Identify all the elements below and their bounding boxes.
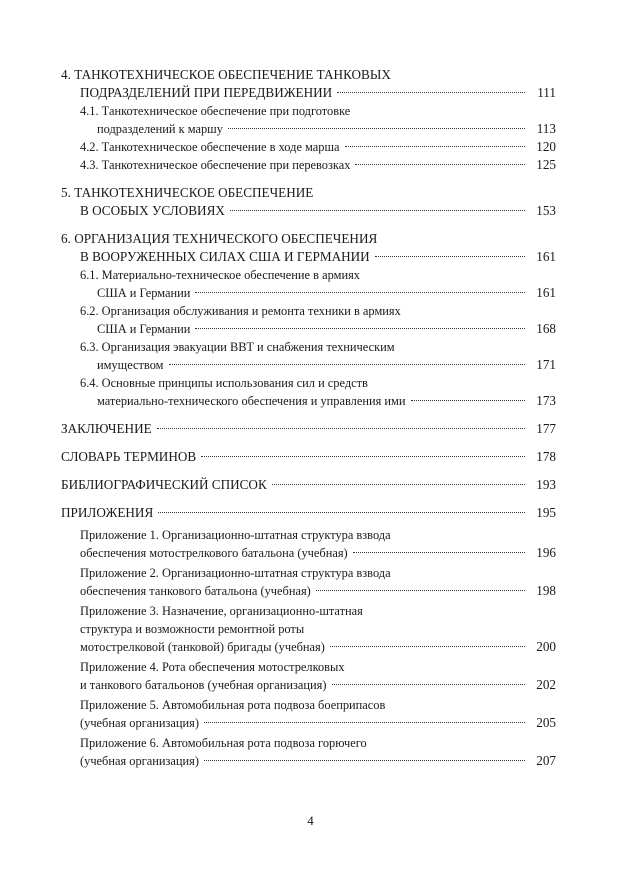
toc-appendix-title: Приложение 3. Назначение, организационно-штатная	[80, 604, 363, 618]
toc-appendix-title: Приложение 5. Автомобильная рота подвоза боеприпасов	[80, 698, 386, 712]
toc-entry-title: 4. ТАНКОТЕХНИЧЕСКОЕ ОБЕСПЕЧЕНИЕ ТАНКОВЫХ	[61, 67, 391, 82]
dot-leader	[272, 483, 525, 485]
toc-subentry-title: 6.3. Организация эвакуации ВВТ и снабжения техническим	[80, 340, 395, 354]
toc-subentry-title: США и Германии	[97, 286, 191, 300]
toc-subentry-title: 4.1. Танкотехническое обеспечение при подготовке	[80, 104, 351, 118]
toc-page-number: 207	[536, 753, 556, 768]
toc-subentry-title: имуществом	[97, 358, 164, 372]
dot-leader	[355, 163, 525, 165]
toc-entry-title: СЛОВАРЬ ТЕРМИНОВ	[61, 449, 197, 464]
toc-page-number: 178	[536, 449, 556, 464]
toc-entry-title: БИБЛИОГРАФИЧЕСКИЙ СПИСОК	[61, 477, 267, 492]
dot-leader	[204, 759, 525, 761]
toc-appendix-title: Приложение 6. Автомобильная рота подвоза горючего	[80, 736, 367, 750]
toc-entry-title: 6. ОРГАНИЗАЦИЯ ТЕХНИЧЕСКОГО ОБЕСПЕЧЕНИЯ	[61, 231, 378, 246]
dot-leader	[337, 91, 525, 93]
toc-appendix-title: структура и возможности ремонтной роты	[80, 622, 305, 636]
toc-page-number: 173	[536, 393, 556, 408]
dot-leader	[375, 255, 525, 257]
toc-page-number: 111	[537, 85, 556, 100]
toc-subentry-title: 4.2. Танкотехническое обеспечение в ходе марша	[80, 140, 340, 154]
toc-appendix-2-line2	[80, 580, 530, 602]
toc-page-number: 200	[536, 639, 556, 654]
toc-entry-5-line2	[80, 200, 530, 222]
toc-entry-title: ЗАКЛЮЧЕНИЕ	[61, 421, 152, 436]
toc-page-number: 161	[536, 249, 556, 264]
toc-page-number: 196	[536, 545, 556, 560]
dot-leader	[332, 683, 526, 685]
toc-page-number: 113	[536, 121, 556, 136]
dot-leader	[195, 291, 525, 293]
dot-leader	[353, 551, 525, 553]
toc-appendix-4-line2	[80, 674, 530, 696]
toc-appendix-title: и танкового батальонов (учебная организация)	[80, 678, 327, 692]
toc-subentry-title: 6.4. Основные принципы использования сил и средств	[80, 376, 368, 390]
toc-page-number: 168	[536, 321, 556, 336]
toc-page-number: 125	[536, 157, 556, 172]
toc-page-number: 177	[536, 421, 556, 436]
toc-entry-4-3	[80, 154, 530, 176]
toc-appendix-6-line2	[80, 750, 530, 772]
dot-leader	[330, 645, 525, 647]
toc-appendix-title: Приложение 4. Рота обеспечения мотострелковых	[80, 660, 345, 674]
toc-page-number: 193	[536, 477, 556, 492]
toc-subentry-title: 6.1. Материально-техническое обеспечение в армиях	[80, 268, 360, 282]
dot-leader	[316, 589, 525, 591]
toc-page-number: 120	[536, 139, 556, 154]
dot-leader	[158, 511, 525, 513]
dot-leader	[157, 427, 525, 429]
toc-entry-title: 5. ТАНКОТЕХНИЧЕСКОЕ ОБЕСПЕЧЕНИЕ	[61, 185, 314, 200]
toc-entry-bibliography	[61, 474, 530, 496]
dot-leader	[195, 327, 525, 329]
toc-appendix-title: мотострелковой (танковой) бригады (учебная)	[80, 640, 325, 654]
toc-subentry-title: материально-технического обеспечения и управления ими	[97, 394, 406, 408]
dot-leader	[204, 721, 525, 723]
toc-appendix-title: (учебная организация)	[80, 754, 199, 768]
toc-page-number: 198	[536, 583, 556, 598]
toc-appendix-1-line2	[80, 542, 530, 564]
toc-entry-title: В ОСОБЫХ УСЛОВИЯХ	[80, 203, 225, 218]
toc-entry-6-4-line2	[97, 390, 530, 412]
toc-subentry-title: 6.2. Организация обслуживания и ремонта техники в армиях	[80, 304, 401, 318]
toc-subentry-title: США и Германии	[97, 322, 191, 336]
toc-page-number: 153	[536, 203, 556, 218]
dot-leader	[201, 455, 525, 457]
toc-appendix-title: Приложение 2. Организационно-штатная структура взвода	[80, 566, 391, 580]
toc-page-number: 171	[536, 357, 556, 372]
toc-entry-title: ПРИЛОЖЕНИЯ	[61, 505, 154, 520]
toc-appendix-5-line2	[80, 712, 530, 734]
page-number-footer: 4	[307, 813, 314, 828]
toc-appendix-title: обеспечения мотострелкового батальона (учебная)	[80, 546, 348, 560]
toc-appendix-title: Приложение 1. Организационно-штатная структура взвода	[80, 528, 391, 542]
toc-entry-glossary	[61, 446, 530, 468]
dot-leader	[228, 127, 525, 129]
toc-entry-title: ПОДРАЗДЕЛЕНИЙ ПРИ ПЕРЕДВИЖЕНИИ	[80, 85, 333, 100]
dot-leader	[345, 145, 525, 147]
toc-subentry-title: подразделений к маршу	[97, 122, 223, 136]
toc-page-number: 202	[536, 677, 556, 692]
toc-appendix-3-line3	[80, 636, 530, 658]
toc-subentry-title: 4.3. Танкотехническое обеспечение при перевозках	[80, 158, 351, 172]
dot-leader	[411, 399, 525, 401]
toc-entry-conclusion	[61, 418, 530, 440]
toc-page-number: 195	[536, 505, 556, 520]
toc-entry-title: В ВООРУЖЕННЫХ СИЛАХ США И ГЕРМАНИИ	[80, 249, 370, 264]
toc-appendix-title: (учебная организация)	[80, 716, 199, 730]
toc-page-number: 161	[536, 285, 556, 300]
toc-page-number: 205	[536, 715, 556, 730]
toc-entry-appendices	[61, 502, 530, 524]
dot-leader	[169, 363, 526, 365]
toc-appendix-title: обеспечения танкового батальона (учебная)	[80, 584, 311, 598]
dot-leader	[230, 209, 525, 211]
